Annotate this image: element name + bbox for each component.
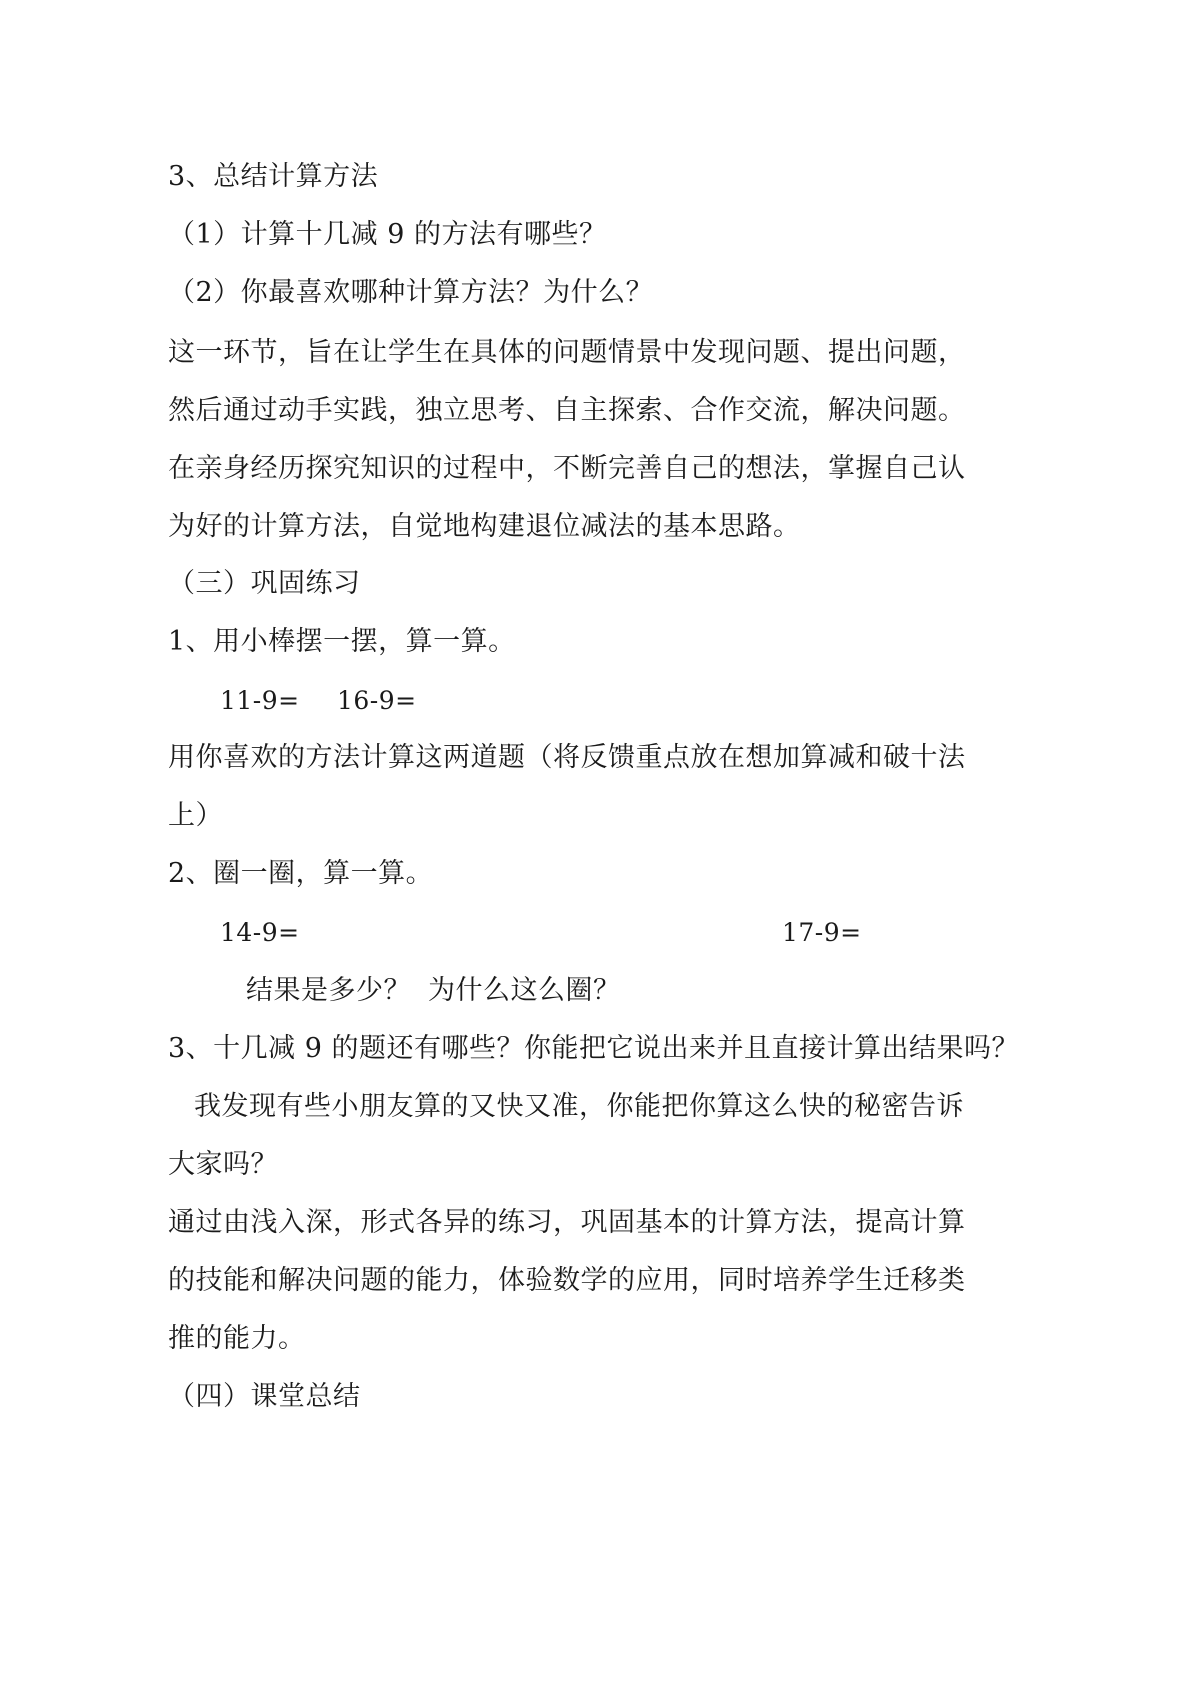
paragraph-2-line-1: 通过由浅入深，形式各异的练习，巩固基本的计算方法，提高计算 [168,1207,966,1238]
paragraph-1-line-2: 然后通过动手实践，独立思考、自主探索、合作交流，解决问题。 [168,395,966,426]
exercise-1-equation-2: 16-9= [337,686,417,715]
paragraph-1-line-3: 在亲身经历探究知识的过程中，不断完善自己的想法，掌握自己认 [168,453,966,484]
exercise-2-question-2: 为什么这么圈？ [428,975,621,1006]
exercise-2-equation-2: 17-9= [782,918,862,947]
exercise-1-title: 1、用小棒摆一摆，算一算。 [168,626,516,657]
exercise-1-equation-1: 11-9= [220,686,300,715]
exercise-3-note-line-2: 大家吗？ [168,1149,278,1180]
exercise-1-note-line-1: 用你喜欢的方法计算这两道题（将反馈重点放在想加算减和破十法 [168,742,966,773]
paragraph-2-line-2: 的技能和解决问题的能力，体验数学的应用，同时培养学生迁移类 [168,1265,966,1296]
paragraph-1-line-1: 这一环节，旨在让学生在具体的问题情景中发现问题、提出问题， [168,337,966,368]
exercise-3-note-line-1: 我发现有些小朋友算的又快又准，你能把你算这么快的秘密告诉 [194,1091,964,1122]
section-heading-class-summary: （四）课堂总结 [168,1381,361,1412]
exercise-2-title: 2、圈一圈，算一算。 [168,858,434,889]
exercise-2-question-1: 结果是多少？ [246,975,411,1006]
section-heading-summarize-methods: 3、总结计算方法 [168,161,379,192]
question-1: （1）计算十几减 9 的方法有哪些？ [168,219,607,250]
paragraph-2-line-3: 推的能力。 [168,1323,306,1354]
exercise-1-note-line-2: 上） [168,800,223,831]
section-heading-practice: （三）巩固练习 [168,568,361,599]
exercise-2-equation-1: 14-9= [220,918,300,947]
question-2: （2）你最喜欢哪种计算方法？为什么？ [168,277,654,308]
exercise-3-title: 3、十几减 9 的题还有哪些？你能把它说出来并且直接计算出结果吗？ [168,1033,1020,1064]
paragraph-1-line-4: 为好的计算方法，自觉地构建退位减法的基本思路。 [168,511,801,542]
